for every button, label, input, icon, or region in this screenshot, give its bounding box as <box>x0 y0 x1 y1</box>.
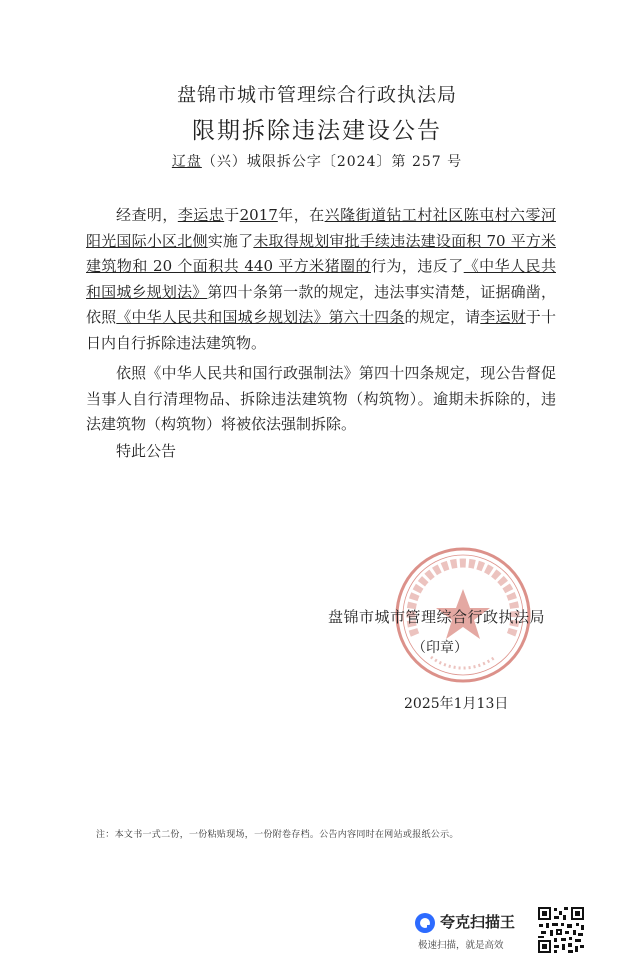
law-reference: 《中华人民共和国城乡规划法》 <box>86 257 556 301</box>
issue-date: 2025年1月13日 <box>404 696 509 712</box>
enforcement-text: 依照《中华人民共和国行政强制法》第四十四条规定，现公告督促当事人自行清理物品、拆除违法建筑物（构筑物）。逾期未拆除的，违法建筑物（构筑物）将被依法强制拆除。 <box>86 364 556 434</box>
paragraph-closing <box>86 439 556 465</box>
text-segment: 第四十条第一款的规定，违法事实清楚，证据确凿，依照 <box>86 282 556 327</box>
scanner-logo-icon <box>414 912 436 934</box>
paragraph-enforcement <box>86 361 556 438</box>
party-name: 李运忠 <box>177 206 225 224</box>
text-segment: 于 <box>224 206 240 224</box>
party-name: 李运财 <box>480 308 526 327</box>
text-segment: 实施了 <box>207 231 254 250</box>
issuer-heading: 盘锦市城市管理综合行政执法局 <box>176 84 457 106</box>
violation-location: 兴隆街道钻工村社区陈屯村六零河阳光国际小区北侧 <box>86 206 556 250</box>
document-number-prefix: 辽盘 <box>171 154 202 170</box>
text-segment: 行为，违反了 <box>370 257 464 276</box>
text-segment: 经查明， <box>116 206 178 224</box>
document-number <box>0 151 634 171</box>
violation-year: 2017 <box>239 206 278 224</box>
text-segment: 的规定，请 <box>404 308 481 327</box>
qr-code-icon <box>537 906 585 954</box>
scanner-slogan: 极速扫描，就是高效 <box>418 940 504 951</box>
paragraph-findings <box>86 203 556 357</box>
notice-title: 限期拆除违法建设公告 <box>192 118 442 144</box>
violation-act: 未取得规划审批手续违法建设面积 70 平方米建筑物和 20 个面积共 440 平方米猪圈的 <box>86 231 556 276</box>
law-reference: 《中华人民共和国城乡规划法》 <box>116 308 329 327</box>
scanner-watermark <box>414 908 529 954</box>
scanner-brand-name: 夸克扫描王 <box>440 913 516 931</box>
text-segment: 年，在 <box>277 206 325 224</box>
seal-label: （印章） <box>412 640 468 656</box>
signature-organization: 盘锦市城市管理综合行政执法局 <box>328 608 546 626</box>
law-article: 第六十四条 <box>328 308 405 327</box>
document-number-rest: （兴）城限拆公字〔2024〕第 257 号 <box>201 154 463 170</box>
closing-text: 特此公告 <box>116 442 177 460</box>
text-segment: 于十日内自行拆除违法建筑物。 <box>86 308 556 352</box>
footnote: 注：本文书一式二份，一份粘贴现场，一份附卷存档。公告内容同时在网站或报纸公示。 <box>96 830 459 840</box>
